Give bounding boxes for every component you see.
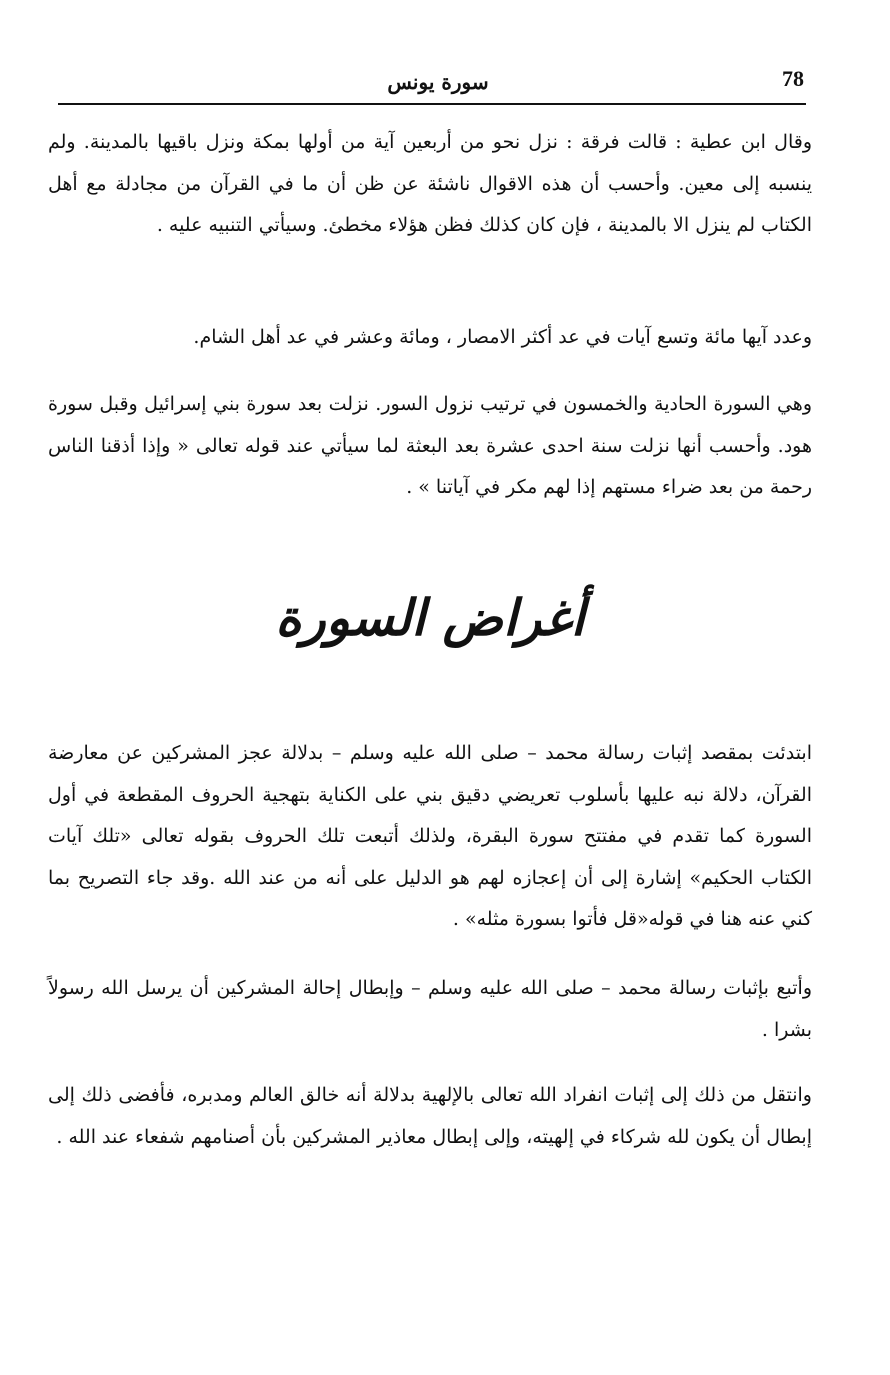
intro-paragraph-3: وهي السورة الحادية والخمسون في ترتيب نزول السور. نزلت بعد سورة بني إسرائيل وقبل سورة هود. وأحسب أنها نزلت سنة احدى عشرة بعد البعثة لما سيأتي عند قوله تعالى « وإذا أذقنا الناس رحمة من بعد ضراء مستهم إذا لهم مكر في آياتنا » . (48, 393, 812, 498)
section-paragraph-3: وانتقل من ذلك إلى إثبات انفراد الله تعالى بالإلهية بدلالة أنه خالق العالم ومدبره، فأفضى ذلك إلى إبطال أن يكون لله شركاء في إلهيته، وإلى إبطال معاذير المشركين بأن أصنامهم شفعاء عند الله . (48, 1084, 812, 1148)
running-title: سورة يونس (387, 70, 489, 94)
section-paragraph-2: وأتبع بإثبات رسالة محمد – صلى الله عليه وسلم – وإبطال إحالة المشركين أن يرسل الله رسولاً بشرا . (48, 977, 812, 1041)
section-paragraph-1: ابتدئت بمقصد إثبات رسالة محمد – صلى الله عليه وسلم – بدلالة عجز المشركين عن معارضة القرآن، دلالة نبه عليها بأسلوب تعريضي دقيق بني على الكناية بتهجية الحروف المقطعة في أول السورة كما تقدم في مفتتح سورة البقرة، ولذلك أتبعت تلك الحروف بقوله تعالى «تلك آيات الكتاب الحكيم» إشارة إلى أن إعجازه لهم هو الدليل على أنه من عند الله .وقد جاء التصريح بما كني عنه هنا في قوله«قل فأتوا بسورة مثله» . (48, 742, 813, 930)
page-number: 78 (782, 66, 804, 91)
intro-paragraph-1: وقال ابن عطية : قالت فرقة : نزل نحو من أربعين آية من أولها بمكة ونزل باقيها بالمدينة. ولم ينسبه إلى معين. وأحسب أن هذه الاقوال ناشئة عن ظن أن ما في القرآن من مجادلة مع أهل الكتاب لم ينزل الا بالمدينة ، فإن كان كذلك فظن هؤلاء مخطئ. وسيأتي التنبيه عليه . (48, 131, 812, 236)
page-header (58, 66, 804, 102)
section-heading: أغراض السورة (275, 588, 585, 647)
header-rule (58, 103, 806, 105)
intro-paragraph-2: وعدد آيها مائة وتسع آيات في عد أكثر الامصار ، ومائة وعشر في عد أهل الشام. (193, 326, 812, 348)
